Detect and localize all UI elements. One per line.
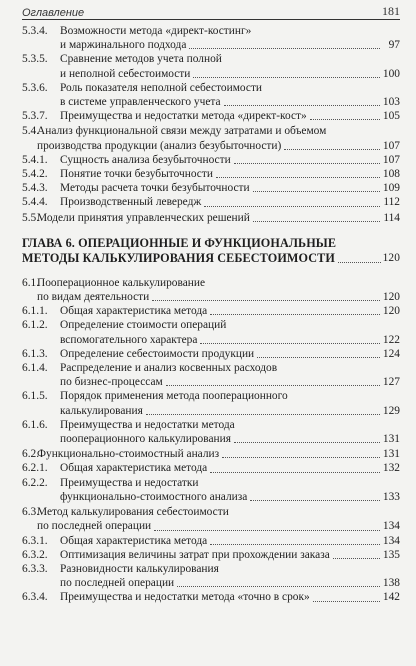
- toc-entry-number: 6.3.3.: [22, 562, 48, 575]
- leader-dots: [253, 221, 380, 222]
- toc-entry-title-line: Роль показателя неполной себестоимости: [60, 81, 263, 94]
- toc-entry-title-line: Распределение и анализ косвенных расходов: [60, 362, 278, 375]
- toc-entry-title: Преимущества и недостатки метода «директ-кост»: [60, 110, 307, 123]
- leader-dots: [146, 414, 380, 415]
- toc-entry-page: 132: [382, 462, 400, 475]
- toc-entry[interactable]: [22, 347, 400, 361]
- toc-entry-title-line: Пооперационное калькулирование: [37, 276, 206, 289]
- toc-entry-title: Понятие точки безубыточности: [60, 168, 213, 181]
- toc-entry-page: 107: [382, 139, 400, 152]
- toc-entry-page: 138: [382, 577, 400, 590]
- toc-entry-page: 112: [383, 196, 400, 209]
- toc-entry-number: 6.1.: [22, 276, 40, 289]
- toc-entry-number: 6.3.4.: [22, 591, 48, 604]
- leader-dots: [166, 385, 380, 386]
- toc-entry[interactable]: [22, 109, 400, 123]
- leader-dots: [222, 457, 380, 458]
- toc-entry-number: 6.1.3.: [22, 347, 48, 360]
- table-of-contents: [22, 24, 400, 605]
- leader-dots: [193, 77, 380, 78]
- leader-dots: [210, 544, 380, 545]
- toc-entry[interactable]: [22, 548, 400, 562]
- toc-entry[interactable]: [22, 505, 400, 533]
- toc-entry-number: 6.1.4.: [22, 362, 48, 375]
- toc-entry-title-line: Сравнение методов учета полной: [60, 53, 222, 66]
- toc-entry-title: Производственный левередж: [60, 196, 202, 209]
- toc-entry-title: Оптимизация величины затрат при прохождении заказа: [60, 548, 330, 561]
- toc-entry-number: 6.1.2.: [22, 319, 48, 332]
- toc-entry-title: пооперационного калькулирования: [60, 433, 231, 446]
- toc-entry[interactable]: [22, 461, 400, 475]
- toc-entry-title: Общая характеристика метода: [60, 534, 208, 547]
- toc-entry-page: 103: [382, 96, 400, 109]
- toc-entry-number: 6.3.: [22, 506, 40, 519]
- chapter-heading[interactable]: [22, 236, 400, 266]
- toc-entry-number: 5.4.2.: [22, 168, 48, 181]
- toc-entry-number: 6.1.5.: [22, 390, 48, 403]
- toc-entry-page: 131: [382, 448, 400, 461]
- toc-entry-page: 133: [382, 490, 400, 503]
- leader-dots: [210, 314, 380, 315]
- toc-group-chapter-5: [22, 24, 400, 225]
- leader-dots: [152, 300, 380, 301]
- toc-entry[interactable]: [22, 195, 400, 209]
- toc-entry-page: 129: [382, 404, 400, 417]
- toc-entry-page: 134: [382, 534, 400, 547]
- leader-dots: [338, 262, 381, 263]
- leader-dots: [204, 206, 380, 207]
- toc-entry-number: 6.3.1.: [22, 534, 48, 547]
- toc-entry-title: Общая характеристика метода: [60, 305, 208, 318]
- toc-entry-title: и маржинального подхода: [60, 39, 187, 52]
- toc-entry[interactable]: [22, 318, 400, 346]
- leader-dots: [224, 105, 380, 106]
- toc-entry-title: производства продукции (анализ безубыточности): [37, 139, 282, 152]
- toc-entry-number: 5.5.: [22, 211, 40, 224]
- toc-entry-title: Общая характеристика метода: [60, 462, 208, 475]
- toc-entry-title: по последней операции: [37, 520, 152, 533]
- toc-entry[interactable]: [22, 276, 400, 304]
- toc-entry-number: 5.4.3.: [22, 182, 48, 195]
- toc-entry[interactable]: [22, 124, 400, 152]
- page-number: 181: [382, 4, 400, 18]
- toc-entry-number: 6.1.6.: [22, 418, 48, 431]
- toc-entry-title-line: Преимущества и недостатки метода: [60, 418, 235, 431]
- toc-entry-page: 100: [382, 67, 400, 80]
- toc-entry[interactable]: [22, 476, 400, 504]
- toc-entry-title: Преимущества и недостатки метода «точно в срок»: [60, 591, 310, 604]
- toc-entry-page: 134: [382, 520, 400, 533]
- toc-entry-title-line: Разновидности калькулирования: [60, 562, 219, 575]
- toc-entry[interactable]: [22, 361, 400, 389]
- toc-entry-page: 124: [382, 347, 400, 360]
- toc-entry-page: 127: [382, 376, 400, 389]
- toc-entry-page: 135: [382, 548, 400, 561]
- leader-dots: [177, 586, 380, 587]
- leader-dots: [210, 472, 380, 473]
- toc-entry-page: 131: [382, 433, 400, 446]
- toc-entry-title: и неполной себестоимости: [60, 67, 191, 80]
- toc-entry-page: 122: [382, 333, 400, 346]
- toc-entry[interactable]: [22, 167, 400, 181]
- toc-entry-title: по видам деятельности: [37, 291, 150, 304]
- leader-dots: [310, 119, 380, 120]
- toc-entry[interactable]: [22, 153, 400, 167]
- toc-entry-page: 97: [388, 39, 400, 52]
- leader-dots: [250, 500, 380, 501]
- toc-entry-title-line: Метод калькулирования себестоимости: [37, 506, 229, 519]
- chapter-title-line-1: ГЛАВА 6. ОПЕРАЦИОННЫЕ И ФУНКЦИОНАЛЬНЫЕ: [22, 235, 337, 250]
- toc-entry-title-line: Порядок применения метода пооперационного: [60, 390, 288, 403]
- toc-entry-title: Модели принятия управленческих решений: [37, 211, 250, 224]
- toc-entry-title: в системе управленческого учета: [60, 96, 221, 109]
- leader-dots: [257, 357, 380, 358]
- leader-dots: [200, 343, 380, 344]
- toc-entry[interactable]: [22, 418, 400, 446]
- toc-entry-number: 5.4.: [22, 125, 40, 138]
- toc-entry-page: 107: [382, 153, 400, 166]
- leader-dots: [189, 48, 380, 49]
- toc-entry-title: по последней операции: [60, 577, 175, 590]
- leader-dots: [234, 163, 380, 164]
- running-section-title: Оглавление: [22, 7, 85, 19]
- toc-entry[interactable]: [22, 447, 400, 461]
- toc-entry-page: 105: [382, 110, 400, 123]
- toc-entry[interactable]: [22, 534, 400, 548]
- toc-entry-title: калькулирования: [60, 404, 143, 417]
- toc-entry-title-line: Преимущества и недостатки: [60, 476, 199, 489]
- toc-entry-number: 5.4.1.: [22, 153, 48, 166]
- toc-entry[interactable]: [22, 590, 400, 604]
- toc-entry-title: Сущность анализа безубыточности: [60, 153, 231, 166]
- toc-entry-title: по бизнес-процессам: [60, 376, 163, 389]
- toc-entry-page: 120: [382, 305, 400, 318]
- toc-entry[interactable]: [22, 304, 400, 318]
- toc-entry-number: 5.3.4.: [22, 25, 48, 37]
- toc-entry[interactable]: [22, 24, 400, 52]
- toc-entry[interactable]: [22, 81, 400, 109]
- chapter-page: 120: [382, 251, 400, 264]
- toc-entry-title: вспомогательного характера: [60, 333, 198, 346]
- toc-entry-title-line: Определение стоимости операций: [60, 319, 227, 332]
- toc-entry-page: 108: [382, 168, 400, 181]
- toc-entry[interactable]: [22, 211, 400, 225]
- toc-entry-page: 114: [383, 211, 400, 224]
- toc-entry[interactable]: [22, 181, 400, 195]
- toc-entry[interactable]: [22, 52, 400, 80]
- chapter-title-line-2: МЕТОДЫ КАЛЬКУЛИРОВАНИЯ СЕБЕСТОИМОСТИ: [22, 250, 335, 265]
- toc-entry-page: 109: [382, 182, 400, 195]
- leader-dots: [154, 530, 380, 531]
- toc-entry-title: Функционально-стоимостный анализ: [37, 448, 220, 461]
- toc-entry-title-line: Возможности метода «директ-костинг»: [60, 25, 252, 37]
- leader-dots: [284, 149, 380, 150]
- toc-entry-number: 5.4.4.: [22, 196, 48, 209]
- toc-entry-number: 6.1.1.: [22, 305, 48, 318]
- leader-dots: [234, 442, 380, 443]
- toc-entry-number: 6.2.2.: [22, 476, 48, 489]
- page-header: [22, 3, 400, 20]
- toc-group-chapter-6: [22, 276, 400, 605]
- toc-entry-title: Определение себестоимости продукции: [60, 347, 255, 360]
- toc-entry-title-line: Анализ функциональной связи между затратами и объемом: [37, 125, 327, 138]
- toc-entry-page: 120: [382, 291, 400, 304]
- toc-entry-number: 6.2.: [22, 448, 40, 461]
- leader-dots: [313, 601, 380, 602]
- leader-dots: [216, 177, 380, 178]
- leader-dots: [253, 191, 380, 192]
- leader-dots: [333, 558, 380, 559]
- toc-entry-number: 5.3.7.: [22, 110, 48, 123]
- toc-entry-number: 5.3.5.: [22, 53, 48, 66]
- toc-entry-title: Методы расчета точки безубыточности: [60, 182, 250, 195]
- toc-entry-title: функционально-стоимостного анализа: [60, 490, 248, 503]
- toc-entry-number: 5.3.6.: [22, 81, 48, 94]
- toc-entry-page: 142: [382, 591, 400, 604]
- toc-entry-number: 6.2.1.: [22, 462, 48, 475]
- toc-entry-number: 6.3.2.: [22, 548, 48, 561]
- toc-entry[interactable]: [22, 389, 400, 417]
- toc-entry[interactable]: [22, 562, 400, 590]
